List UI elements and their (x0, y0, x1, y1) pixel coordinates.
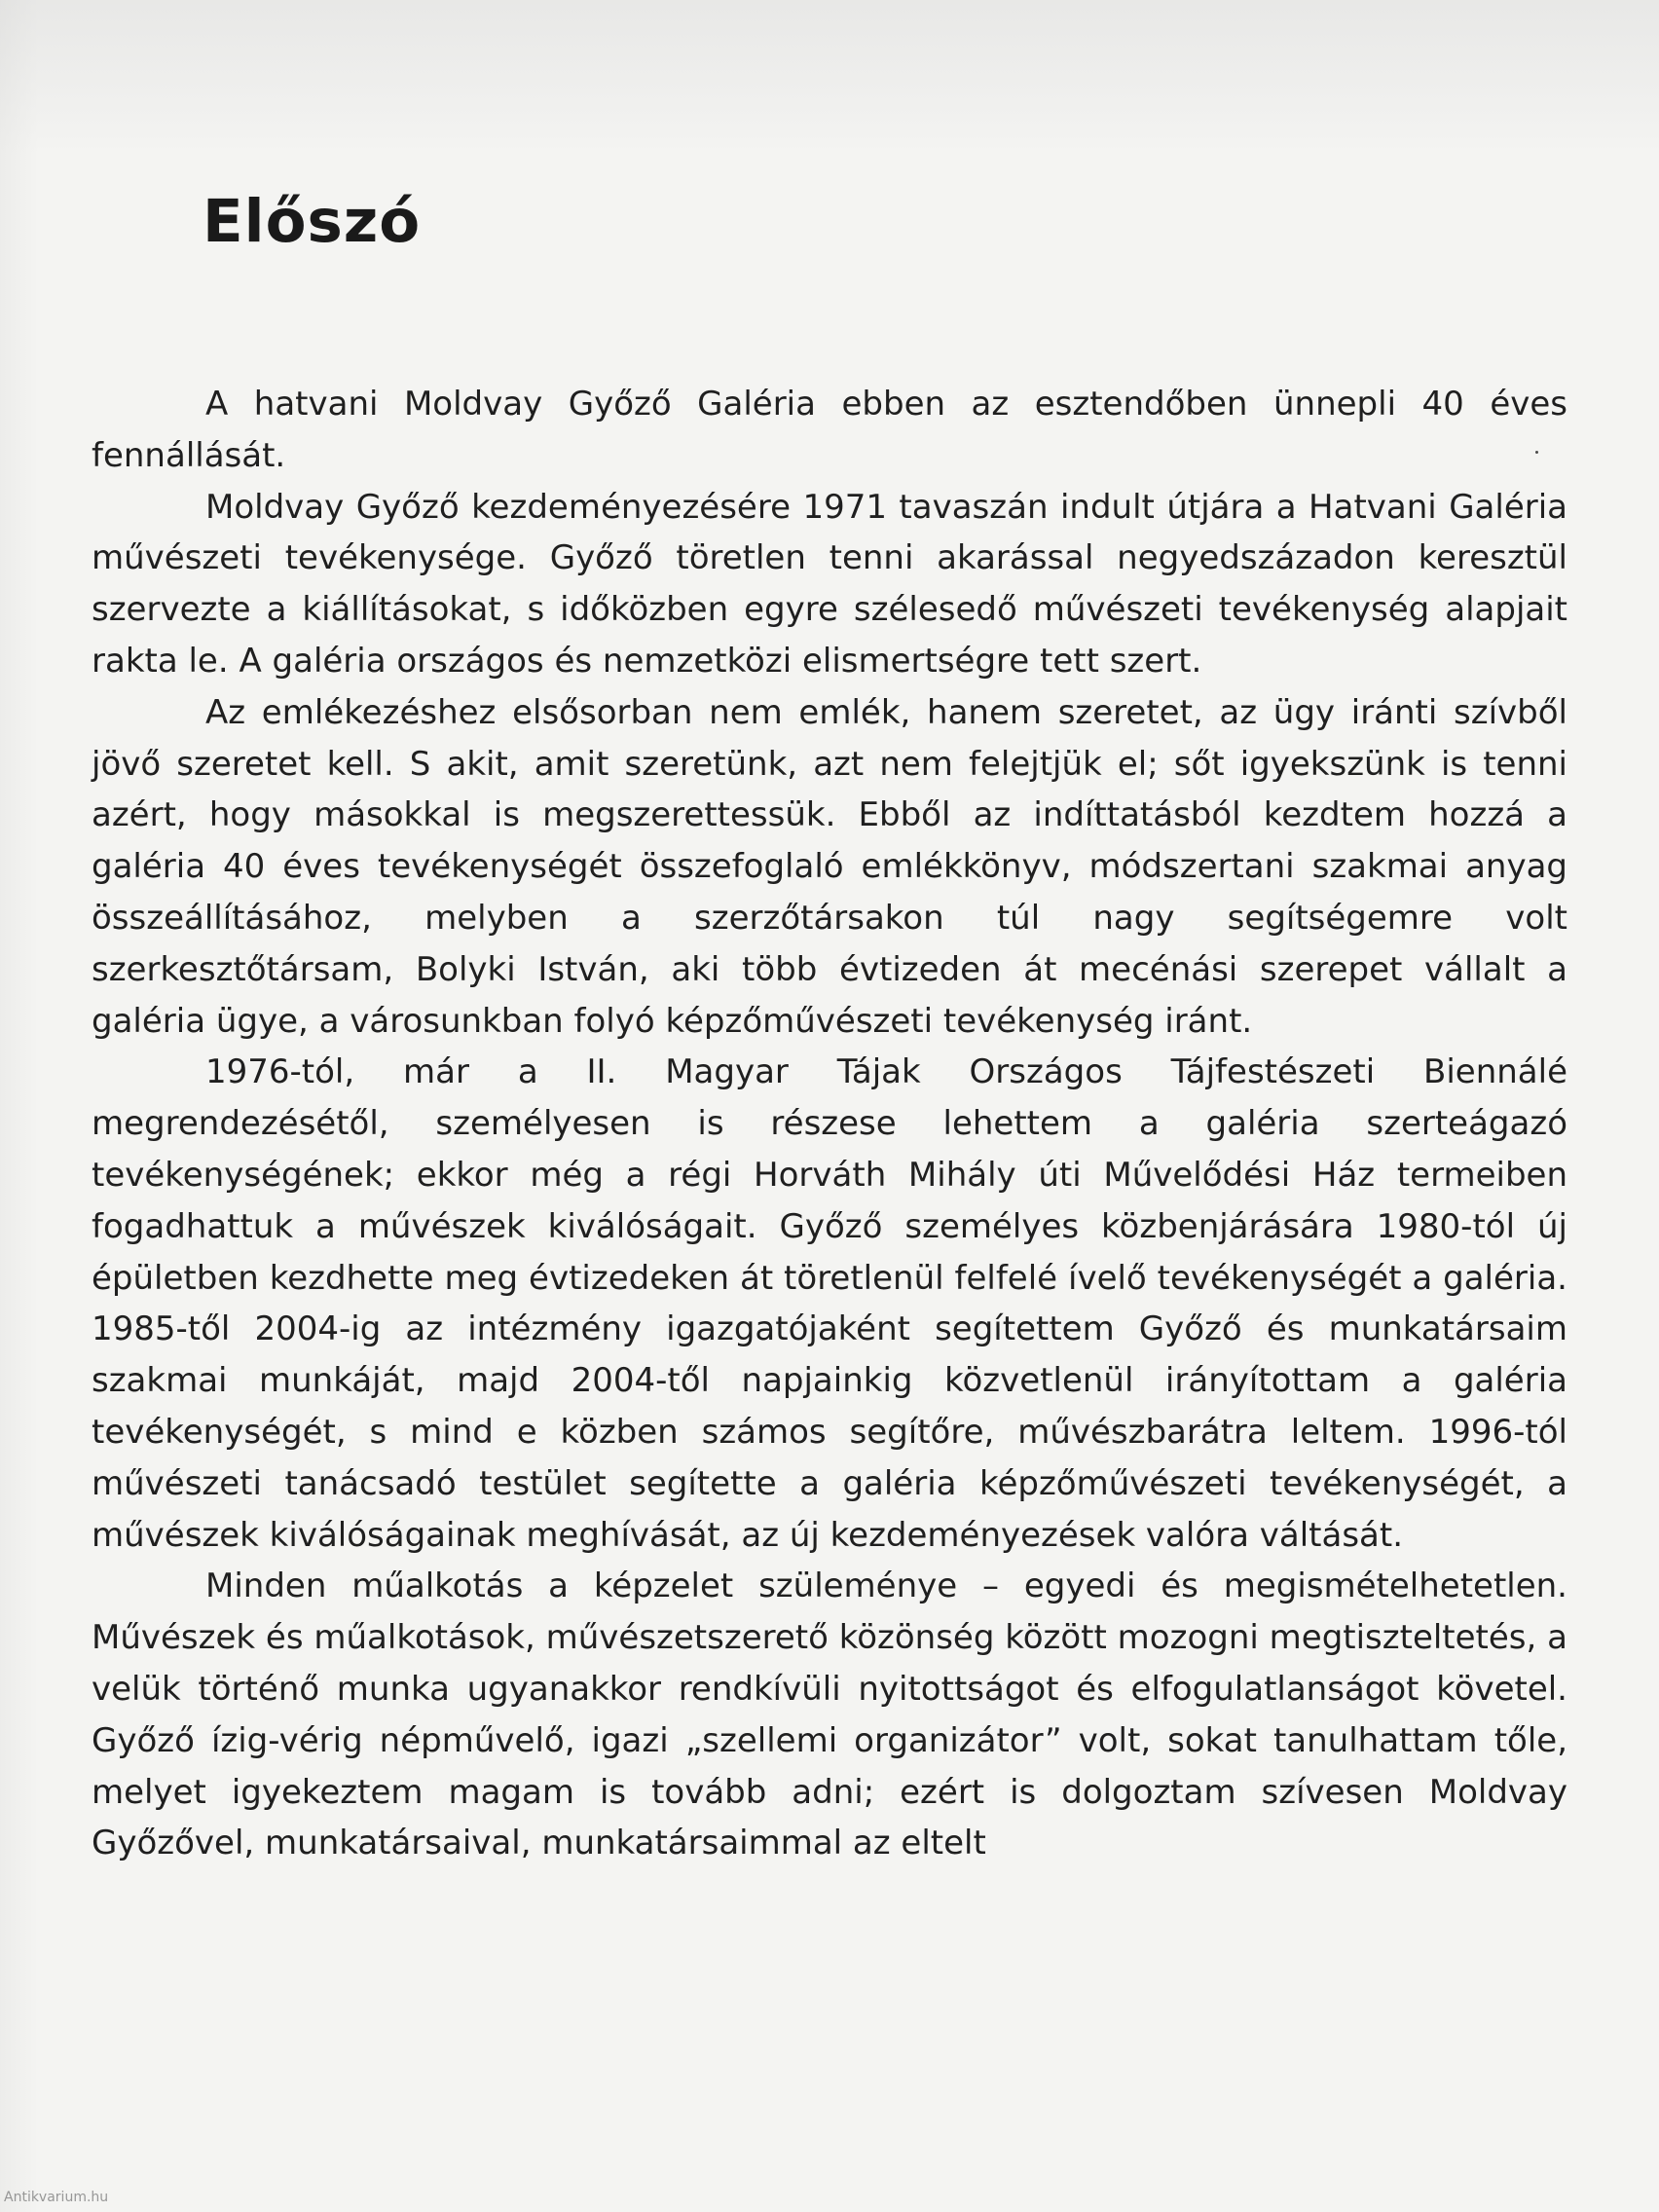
paragraph-4: 1976-tól, már a II. Magyar Tájak Országos Tájfestészeti Biennálé megrendezésétől, személyesen is részese lehettem a galéria szerteágazó tevékenységének; ekkor még a régi Horváth Mihály úti Művelődési Ház termeiben fogadhattuk a művészek kiválóságait. Győző személyes közbenjárására 1980-tól új épületben kezdhette meg évtizedeken át töretlenül felfelé ívelő tevékenységét a galéria. 1985-től 2004-ig az intézmény igazgatójaként segítettem Győző és munkatársaim szakmai munkáját, majd 2004-től napjainkig közvetlenül irányítottam a galéria tevékenységét, s mind e közben számos segítőre, művészbarátra leltem. 1996-tól művészeti tanácsadó testület segítette a galéria képzőművészeti tevékenységét, a művészek kiválóságainak meghívását, az új kezdeményezések valóra váltását. (92, 1052, 1567, 1555)
page-title: Előszó (203, 187, 422, 256)
paragraph-2: Moldvay Győző kezdeményezésére 1971 tavaszán indult útjára a Hatvani Galéria művészeti tevékenysége. Győző töretlen tenni akarással negyedszázadon keresztül szervezte a kiállításokat, s időközben egyre szélesedő művészeti tevékenység alapjait rakta le. A galéria országos és nemzetközi elismertségre tett szert. (92, 487, 1567, 681)
paragraph-1: A hatvani Moldvay Győző Galéria ebben az esztendőben ünnepli 40 éves fennállását. (92, 385, 1567, 475)
bleed-through-text-top (146, 6, 1620, 191)
paragraph-3: Az emlékezéshez elsősorban nem emlék, hanem szeretet, az ügy iránti szívből jövő szeretet kell. S akit, amit szeretünk, azt nem felejtjük el; sőt igyekszünk is tenni azért, hogy másokkal is megszerettessük. Ebből az indíttatásból kezdtem hozzá a galéria 40 éves tevékenységét összefoglaló emlékkönyv, módszertani szakmai anyag összeállításához, melyben a szerzőtársakon túl nagy segítségemre volt szerkesztőtársam, Bolyki István, aki több évtizeden át mecénási szerepet vállalt a galéria ügye, a városunkban folyó képzőművészeti tevékenység iránt. (92, 692, 1567, 1041)
body-text (92, 379, 1567, 1869)
watermark-text: Antikvarium.hu (4, 2190, 109, 2205)
paragraph-5: Minden műalkotás a képzelet szüleménye – egyedi és megismételhetetlen. Művészek és műalkotások, művészetszerető közönség között mozogni megtiszteltetés, a velük történő munka ugyanakkor rendkívüli nyitottságot és elfogulatlanságot követel. Győző ízig-vérig népművelő, igazi „szellemi organizátor” volt, sokat tanulhattam tőle, melyet igyekeztem magam is tovább adni; ezért is dolgoztam szívesen Moldvay Győzővel, munkatársaival, munkatársaimmal az eltelt (92, 1567, 1567, 1863)
